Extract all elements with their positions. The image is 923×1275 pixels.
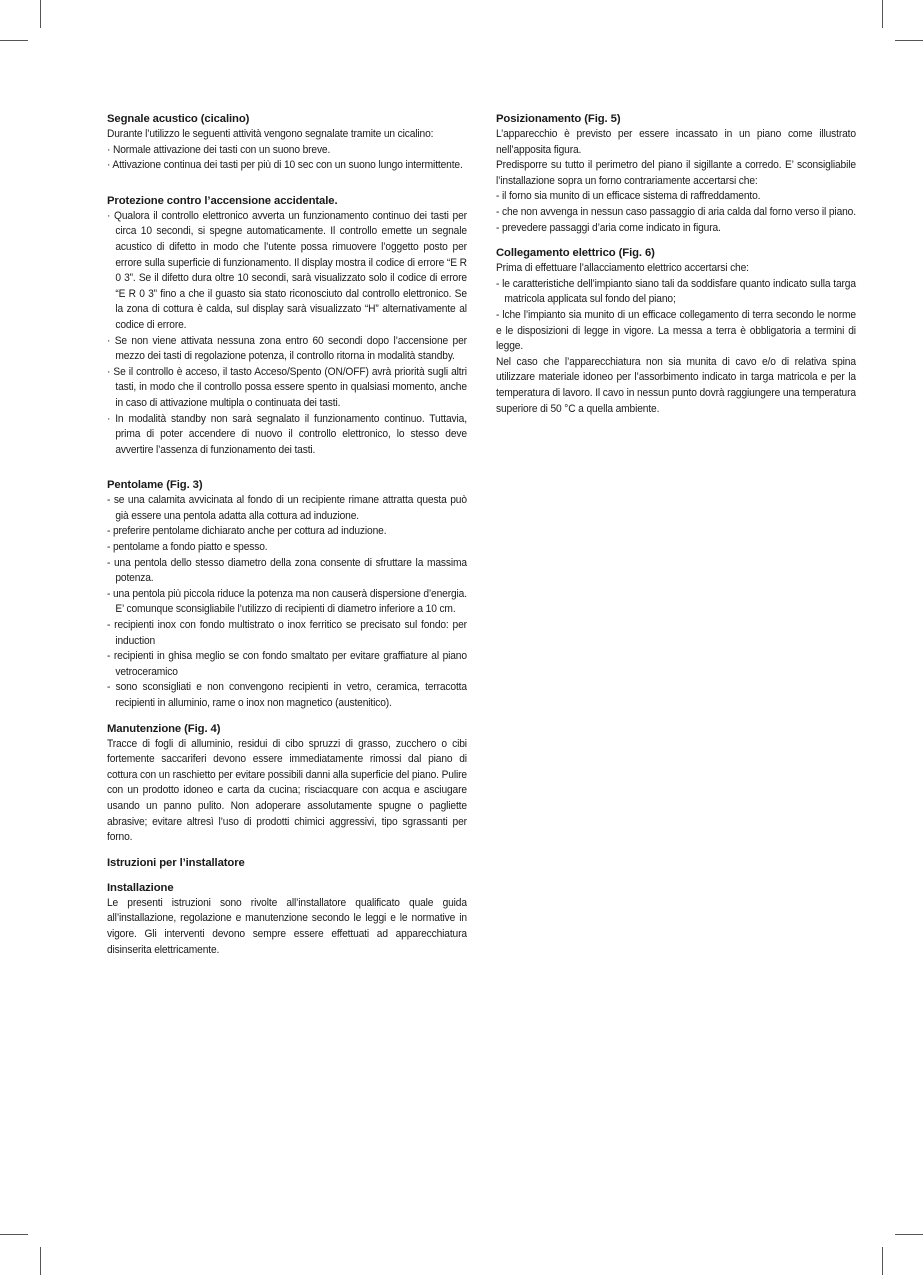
list-item: - il forno sia munito di un efficace sistema di raffreddamento. [496,190,761,203]
crop-mark-top-right-h [895,40,923,41]
crop-mark-top-left-h [0,40,28,41]
list-item: - una pentola più piccola riduce la potenza ma non causerà dispersione d’energia. E’ comunque sconsigliabile l’utilizzo di recipienti di diametro inferiore a 10 cm. [107,587,467,616]
list-item: · Attivazione continua dei tasti per più di 10 sec con un suono lungo intermittente. [107,159,463,172]
section-installazione [107,881,467,958]
list-item: · Se non viene attivata nessuna zona entro 60 secondi dopo l’accensione per mezzo dei tasti di regolazione potenza, il controllo ritorna in modalità standby. [107,334,467,363]
bullet-list [496,189,856,236]
section-intro-2: Predisporre su tutto il perimetro del piano il sigillante a corredo. E’ sconsigliabile l’installazione sopra un forno contrariamente accertarsi che: [496,159,856,187]
list-item: - sono sconsigliati e non convengono recipienti in vetro, ceramica, terracotta recipienti in alluminio, rame o inox non magnetico (austenitico). [107,681,467,709]
list-item: - recipienti in ghisa meglio se con fondo smaltato per evitare graffiature al piano vetroceramico [107,650,467,678]
bullet-list [107,493,467,711]
section-text: Tracce di fogli di alluminio, residui di cibo spruzzi di grasso, zucchero o cibi fortemente saccariferi devono essere immediatamente rimossi dal piano di cottura con un raschietto per evitare possibili danni alla superficie del piano. Pulire con un prodotto idoneo e carta da cucina; risciacquare con acqua e asciugare usando un panno pulito. Non adoperare assolutamente spugne o pagliette abrasive; evitare altresì l’uso di prodotti chimici aggressivi, tipo sgrassanti per forno. [107,737,467,844]
section-title: Pentolame (Fig. 3) [107,479,203,492]
list-item: - prevedere passaggi d’aria come indicato in figura. [496,221,721,234]
section-title: Installazione [107,881,174,894]
section-title: Posizionamento (Fig. 5) [496,113,621,125]
section-text-2: Nel caso che l’apparecchiatura non sia munita di cavo e/o di relativa spina utilizzare materiale idoneo per l’assorbimento indicato in targa matricola e per la temperatura di lavoro. Il cavo in nessun punto dovrà raggiungere una temperatura superiore di 50 °C a quella ambiente. [496,355,856,415]
section-title: Istruzioni per l’installatore [107,856,245,869]
list-item: - preferire pentolame dichiarato anche per cottura ad induzione. [107,525,387,538]
list-item: · Normale attivazione dei tasti con un suono breve. [107,143,331,156]
list-item: - recipienti inox con fondo multistrato o inox ferritico se precisato sul fondo: per induction [107,619,467,647]
crop-mark-bottom-right-v [882,1247,883,1275]
section-pentolame [107,478,467,711]
section-title: Segnale acustico (cicalino) [107,113,250,125]
list-item: - una pentola dello stesso diametro della zona consente di sfruttare la massima potenza. [107,556,467,585]
list-item: · Se il controllo è acceso, il tasto Acceso/Spento (ON/OFF) avrà priorità sugli altri tasti, in modo che il controllo possa essere spento in qualsiasi momento, anche in caso di attivazione multipla o continuata dei tasti. [107,365,467,409]
section-intro: L’apparecchio è previsto per essere incassato in un piano come illustrato nell’apposita figura. [496,128,856,156]
list-item: - se una calamita avvicinata al fondo di un recipiente rimane attratta questa può già essere una pentola adatta alla cottura ad induzione. [107,494,467,522]
list-item: - le caratteristiche dell’impianto siano tali da soddisfare quanto indicato sulla targa matricola applicata sul fondo del piano; [496,277,856,306]
crop-mark-top-right-v [882,0,883,28]
section-intro: Prima di effettuare l’allacciamento elettrico accertarsi che: [496,262,749,275]
list-item: - che non avvenga in nessun caso passaggio di aria calda dal forno verso il piano. [496,205,856,218]
bullet-list [107,143,467,174]
section-protezione [107,194,467,459]
section-intro: Durante l’utilizzo le seguenti attività vengono segnalate tramite un cicalino: [107,128,434,140]
section-title: Collegamento elettrico (Fig. 6) [496,247,655,260]
section-manutenzione [107,722,467,846]
crop-mark-top-left-v [40,0,41,28]
section-istruzioni-installatore [107,856,467,871]
section-segnale-acustico [107,112,467,174]
section-title: Protezione contro l’accensione accidentale. [107,194,338,207]
bullet-list [107,209,467,459]
section-collegamento-elettrico [496,246,856,417]
list-item: · Qualora il controllo elettronico avverta un funzionamento continuo dei tasti per circa 10 secondi, si spegne automaticamente. Il controllo emette un segnale acustico di difetto in modo che l’utente possa rimuovere l’oggetto posto per errore sulla superficie di funzionamento. Il display mostra il codice di errore “E R 0 3”. Se il difetto dura oltre 10 secondi, sarà visualizzato solo il codice di errore “E R 0 3” fino a che il guasto sia stato riconosciuto dal controllo elettronico. Se la zona di cottura è calda, sul display sarà visualizzato “H” alternativamente al codice di errore. [107,209,467,331]
list-item: - pentolame a fondo piatto e spesso. [107,541,268,554]
bullet-list [496,277,856,308]
list-item: · In modalità standby non sarà segnalato il funzionamento continuo. Tuttavia, prima di poter accendere di nuovo il controllo elettronico, lo stesso deve avvertire l’assenza di funzionamento dei tasti. [107,412,467,456]
crop-mark-bottom-left-v [40,1247,41,1275]
crop-mark-bottom-right-h [895,1234,923,1235]
left-column [107,112,467,968]
section-text: Le presenti istruzioni sono rivolte all’installatore qualificato quale guida all’installazione, regolazione e manutenzione secondo le leggi e le normative in vigore. Gli interventi devono sempre essere effettuati ad apparecchiatura disinserita elettricamente. [107,896,467,956]
crop-mark-bottom-left-h [0,1234,28,1235]
section-text: - lche l’impianto sia munito di un efficace collegamento di terra secondo le norme e le disposizioni di legge in vigore. La messa a terra è obbligatoria a termini di legge. [496,308,856,353]
section-title: Manutenzione (Fig. 4) [107,722,221,735]
right-column [496,112,856,427]
section-posizionamento [496,112,856,236]
